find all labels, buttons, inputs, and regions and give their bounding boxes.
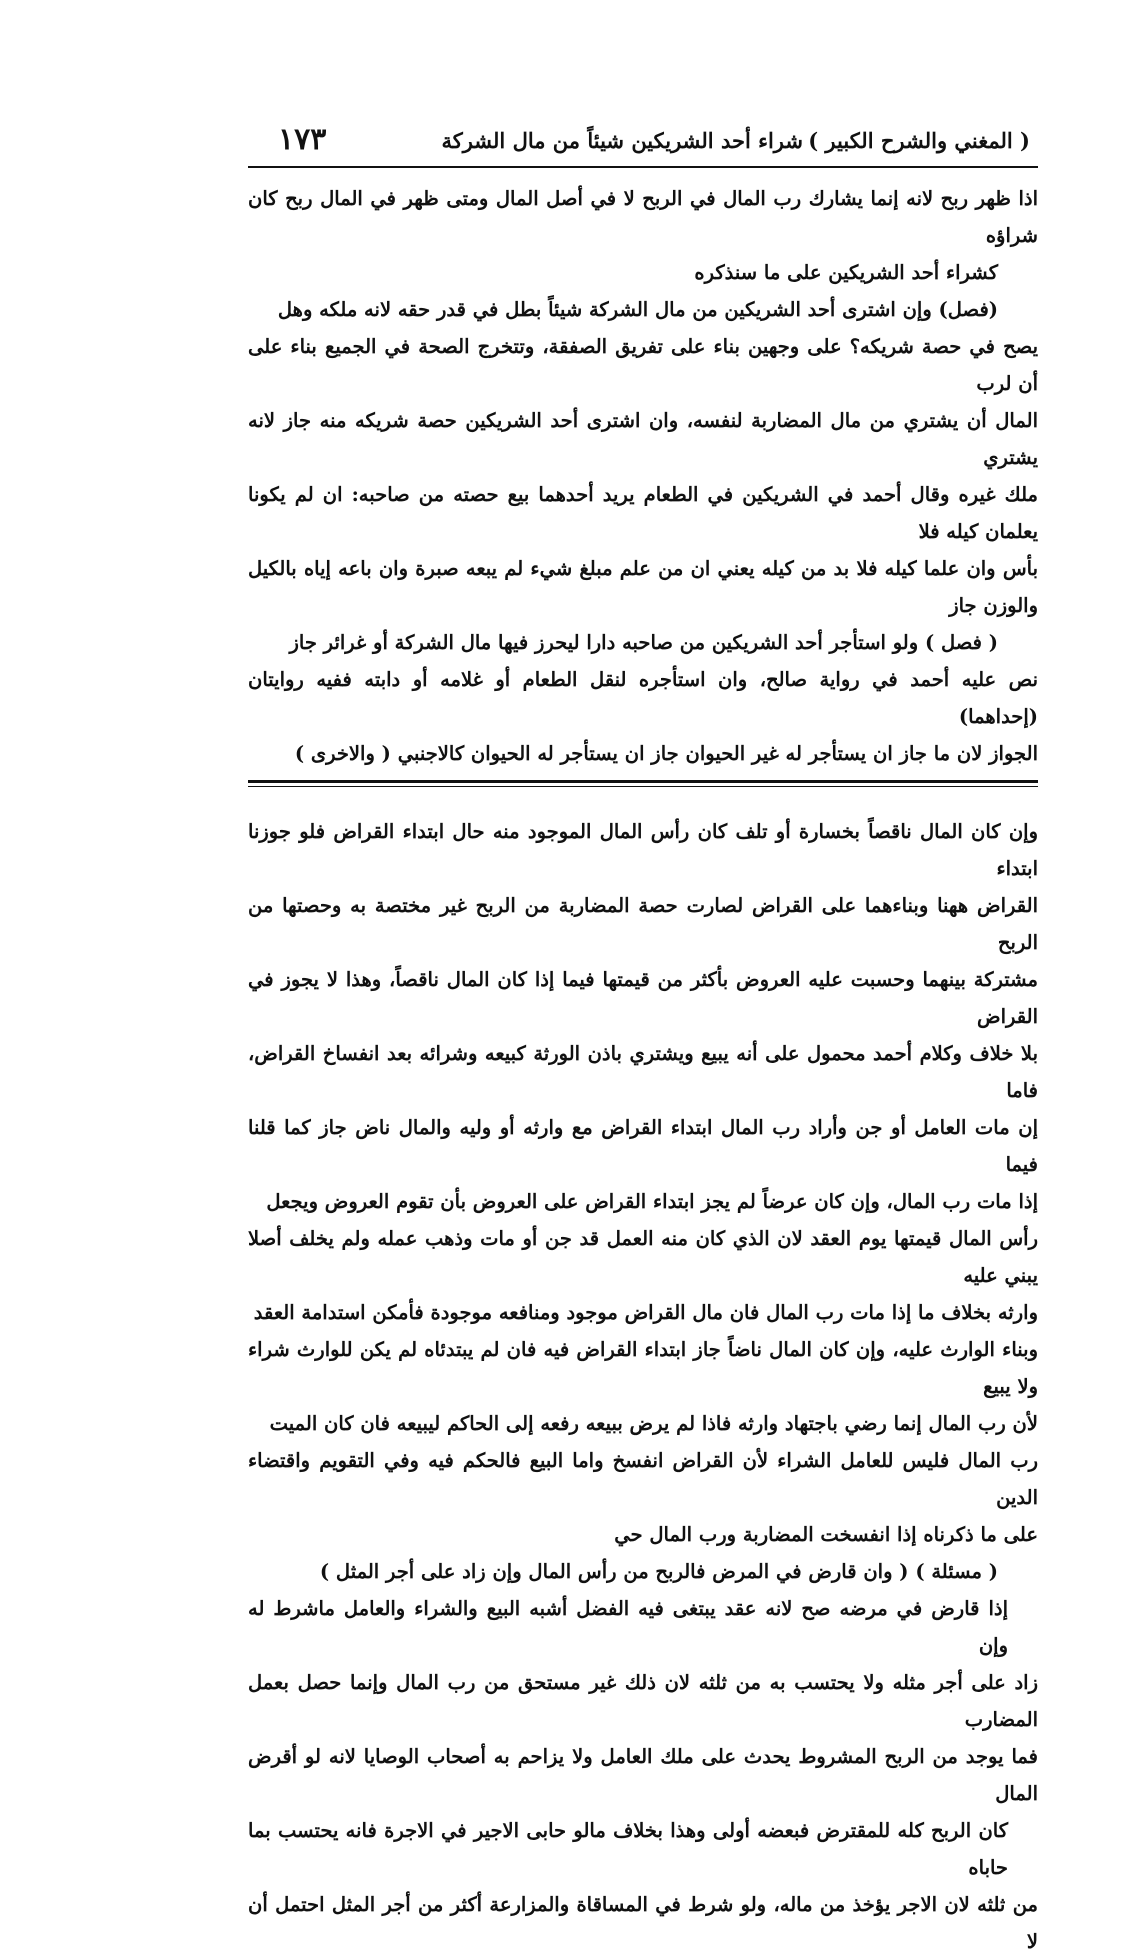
text-line: كشراء أحد الشريكين على ما سنذكره xyxy=(694,261,998,284)
text-line: بأس وان علما كيله فلا بد من كيله يعني ان من علم مبلغ شيء لم يبعه صبرة وان باعه إياه بالكيل والوزن جاز xyxy=(248,557,1038,617)
text-line: فما يوجد من الربح المشروط يحدث على ملك العامل ولا يزاحم به أصحاب الوصايا لانه لو أقرض المال xyxy=(248,1745,1038,1805)
text-line: على ما ذكرناه إذا انفسخت المضاربة ورب المال حي xyxy=(614,1523,1038,1546)
text-line: رأس المال قيمتها يوم العقد لان الذي كان منه العمل قد جن أو مات وذهب عمله ولم يخلف أصلا يبني عليه xyxy=(248,1227,1038,1287)
text-line: الجواز لان ما جاز ان يستأجر له غير الحيوان جاز ان يستأجر له الحيوان كالاجنبي ( والاخرى ) xyxy=(294,742,1038,765)
section-subject: شراء أحد الشريكين شيئاً من مال الشركة xyxy=(441,128,803,153)
section-divider xyxy=(248,780,1038,787)
text-line: وبناء الوارث عليه، وإن كان المال ناضاً جاز ابتداء القراض فيه فان لم يبتدئاه لم يكن للوارث شراء ولا يبيع xyxy=(248,1338,1038,1398)
page-header xyxy=(248,118,1038,168)
book-page xyxy=(248,118,1038,1953)
text-line: لأن رب المال إنما رضي باجتهاد وارثه فاذا لم يرض ببيعه رفعه إلى الحاكم ليبيعه فان كان الميت xyxy=(269,1412,1038,1435)
lower-text-block xyxy=(248,813,1038,1960)
text-line: يصح في حصة شريكه؟ على وجهين بناء على تفريق الصفقة، وتتخرج الصحة في الجميع بناء على أن لرب xyxy=(248,335,1038,395)
upper-text-block xyxy=(248,180,1038,772)
page-number: ١٧٣ xyxy=(278,122,327,157)
text-line: من ثلثه لان الاجر يؤخذ من ماله، ولو شرط في المساقاة والمزارعة أكثر من أجر المثل احتمل أن لا xyxy=(248,1893,1038,1953)
text-line: مشتركة بينهما وحسبت عليه العروض بأكثر من قيمتها فيما إذا كان المال ناقصاً، وهذا لا يجوز في القراض xyxy=(248,968,1038,1028)
text-line: زاد على أجر مثله ولا يحتسب به من ثلثه لان ذلك غير مستحق من رب المال وإنما حصل بعمل المضارب xyxy=(248,1671,1038,1731)
text-line: إذا مات رب المال، وإن كان عرضاً لم يجز ابتداء القراض على العروض بأن تقوم العروض ويجعل xyxy=(266,1190,1038,1213)
text-line: نص عليه أحمد في رواية صالح، وان استأجره لنقل الطعام أو غلامه أو دابته ففيه روايتان (إحداهما) xyxy=(248,668,1038,728)
text-line: ملك غيره وقال أحمد في الشريكين في الطعام يريد أحدهما بيع حصته من صاحبه: ان لم يكونا يعلمان كيله فلا xyxy=(248,483,1038,543)
text-line: إن مات العامل أو جن وأراد رب المال ابتداء القراض مع وارثه أو وليه والمال ناض جاز كما قلنا فيما xyxy=(248,1116,1038,1176)
book-title: ( المغني والشرح الكبير ) xyxy=(808,128,1030,153)
text-line: إذا قارض في مرضه صح لانه عقد يبتغى فيه الفضل أشبه البيع والشراء والعامل ماشرط له وإن xyxy=(248,1597,1008,1657)
text-line: بلا خلاف وكلام أحمد محمول على أنه يبيع ويشتري باذن الورثة كبيعه وشرائه بعد انفساخ القراض، فاما xyxy=(248,1042,1038,1102)
text-line: المال أن يشتري من مال المضاربة لنفسه، وان اشترى أحد الشريكين حصة شريكه منه جاز لانه يشتري xyxy=(248,409,1038,469)
masala-heading: ( مسئلة ) ( وان قارض في المرض فالربح من رأس المال وإن زاد على أجر المثل ) xyxy=(319,1560,998,1583)
text-line: اذا ظهر ربح لانه إنما يشارك رب المال في الربح لا في أصل المال ومتى ظهر في المال ربح كان شراؤه xyxy=(248,187,1038,247)
text-line: وإن كان المال ناقصاً بخسارة أو تلف كان رأس المال الموجود منه حال ابتداء القراض فلو جوزنا ابتداء xyxy=(248,820,1038,880)
text-line: (فصل) وإن اشترى أحد الشريكين من مال الشركة شيئاً بطل في قدر حقه لانه ملكه وهل xyxy=(277,298,998,321)
text-line: وارثه بخلاف ما إذا مات رب المال فان مال القراض موجود ومنافعه موجودة فأمكن استدامة العقد xyxy=(253,1301,1038,1324)
text-line: رب المال فليس للعامل الشراء لأن القراض انفسخ واما البيع فالحكم فيه وفي التقويم واقتضاء الدين xyxy=(248,1449,1038,1509)
text-line: كان الربح كله للمقترض فبعضه أولى وهذا بخلاف مالو حابى الاجير في الاجرة فانه يحتسب بما حاباه xyxy=(248,1819,1008,1879)
text-line: ( فصل ) ولو استأجر أحد الشريكين من صاحبه دارا ليحرز فيها مال الشركة أو غرائر جاز xyxy=(289,631,998,654)
text-line: القراض ههنا وبناءهما على القراض لصارت حصة المضاربة من الربح غير مختصة به وحصتها من الربح xyxy=(248,894,1038,954)
